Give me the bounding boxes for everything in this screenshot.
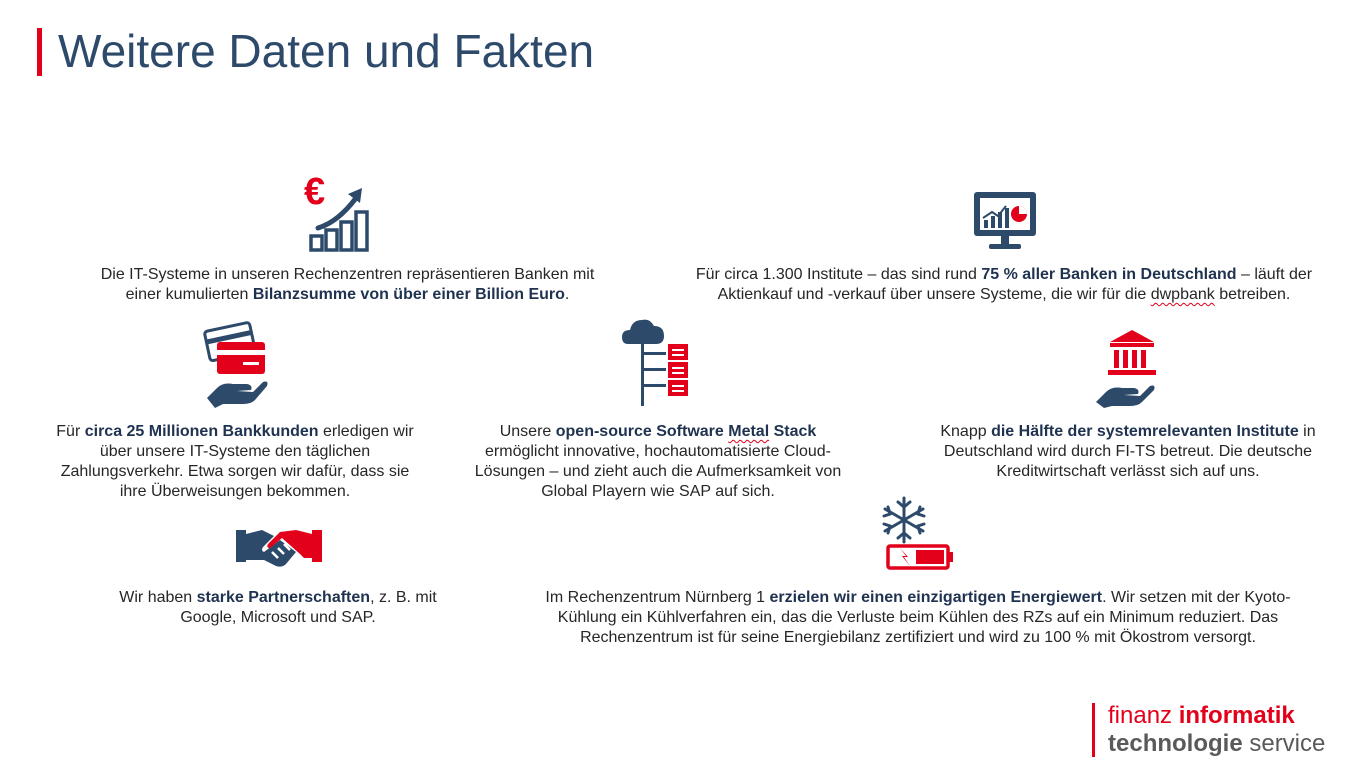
logo-informatik: informatik	[1178, 702, 1295, 729]
fact-institutes	[676, 265, 1332, 305]
logo-technologie: technologie	[1108, 730, 1243, 757]
title-accent-bar	[37, 28, 42, 76]
fact-software	[462, 422, 854, 502]
logo-line-1	[1108, 702, 1295, 730]
fact-software-highlight	[556, 423, 817, 440]
fact-software-post: ermöglicht innovative, hochautomatisierte Cloud-Lösungen – und zieht auch die Aufmerksamkeit von Global Playern wie SAP auf sich.	[474, 443, 842, 500]
logo-line-2	[1108, 730, 1325, 758]
fact-software-metal: Metal	[728, 423, 770, 440]
fact-balance-pre: Die IT-Systeme in unseren Rechenzentren repräsentieren Banken mit einer kumulierten	[100, 266, 595, 303]
fact-institutes-mid: – läuft der Aktienkauf und -verkauf über unsere Systeme, die wir für die	[717, 266, 1313, 303]
snowflake-battery-icon	[876, 496, 956, 572]
fact-institutes-pre: Für circa 1.300 Institute – das sind rund	[695, 266, 982, 283]
fact-energy-pre: Im Rechenzentrum Nürnberg 1	[545, 589, 770, 606]
fact-balance	[90, 265, 605, 305]
fact-software-highlight-2: Stack	[769, 423, 817, 440]
fact-systemic-highlight: die Hälfte der systemrelevanten Institute	[991, 423, 1299, 440]
fact-balance-highlight: Bilanzsumme von über einer Billion Euro	[252, 286, 565, 303]
monitor-chart-icon	[972, 190, 1038, 252]
fact-systemic-post: in Deutschland wird durch FI-TS betreut. Die deutsche Kreditwirtschaft verlässt sich auf uns.	[943, 423, 1316, 480]
fact-institutes-post: betreiben.	[1214, 286, 1291, 303]
euro-growth-chart-icon	[304, 172, 370, 254]
fact-balance-post: .	[564, 286, 570, 303]
fact-software-highlight-1: open-source Software	[555, 423, 729, 440]
logo-service: service	[1242, 730, 1326, 757]
card-in-hand-icon	[203, 320, 269, 408]
logo-accent-bar	[1092, 703, 1095, 757]
fact-customers-highlight: circa 25 Millionen Bankkunden	[84, 423, 319, 440]
fact-customers-pre: Für	[56, 423, 85, 440]
fact-partners	[118, 588, 438, 628]
fact-systemic	[932, 422, 1324, 482]
logo-finanz: finanz	[1108, 702, 1179, 729]
fact-energy	[522, 588, 1314, 648]
fact-partners-post: , z. B. mit Google, Microsoft und SAP.	[180, 589, 437, 626]
fact-partners-highlight: starke Partnerschaften	[196, 589, 371, 606]
fact-institutes-dwpbank: dwpbank	[1150, 286, 1215, 303]
handshake-icon	[234, 522, 324, 572]
fact-energy-post: . Wir setzen mit der Kyoto-Kühlung ein Kühlverfahren ein, das die Verluste beim Kühlen des RZs auf ein Minimum reduziert. Das Rechenzentrum ist für seine Energiebilanz zertifiziert und wird zu 100 % mit Ökostrom versorgt.	[557, 589, 1291, 646]
fact-customers	[50, 422, 420, 502]
svg-text:€: €	[304, 172, 326, 213]
fact-institutes-highlight: 75 % aller Banken in Deutschland	[981, 266, 1237, 283]
bank-in-hand-icon	[1094, 326, 1160, 408]
fact-software-pre: Unsere	[499, 423, 556, 440]
fact-systemic-pre: Knapp	[940, 423, 992, 440]
cloud-server-icon	[620, 314, 690, 410]
fact-partners-pre: Wir haben	[119, 589, 197, 606]
fact-energy-highlight: erzielen wir einen einzigartigen Energiewert	[769, 589, 1103, 606]
fact-customers-post: erledigen wir über unsere IT-Systeme den täglichen Zahlungsverkehr. Etwa sorgen wir dafür, dass sie ihre Überweisungen bekommen.	[60, 423, 414, 500]
page-title: Weitere Daten und Fakten	[58, 25, 595, 77]
